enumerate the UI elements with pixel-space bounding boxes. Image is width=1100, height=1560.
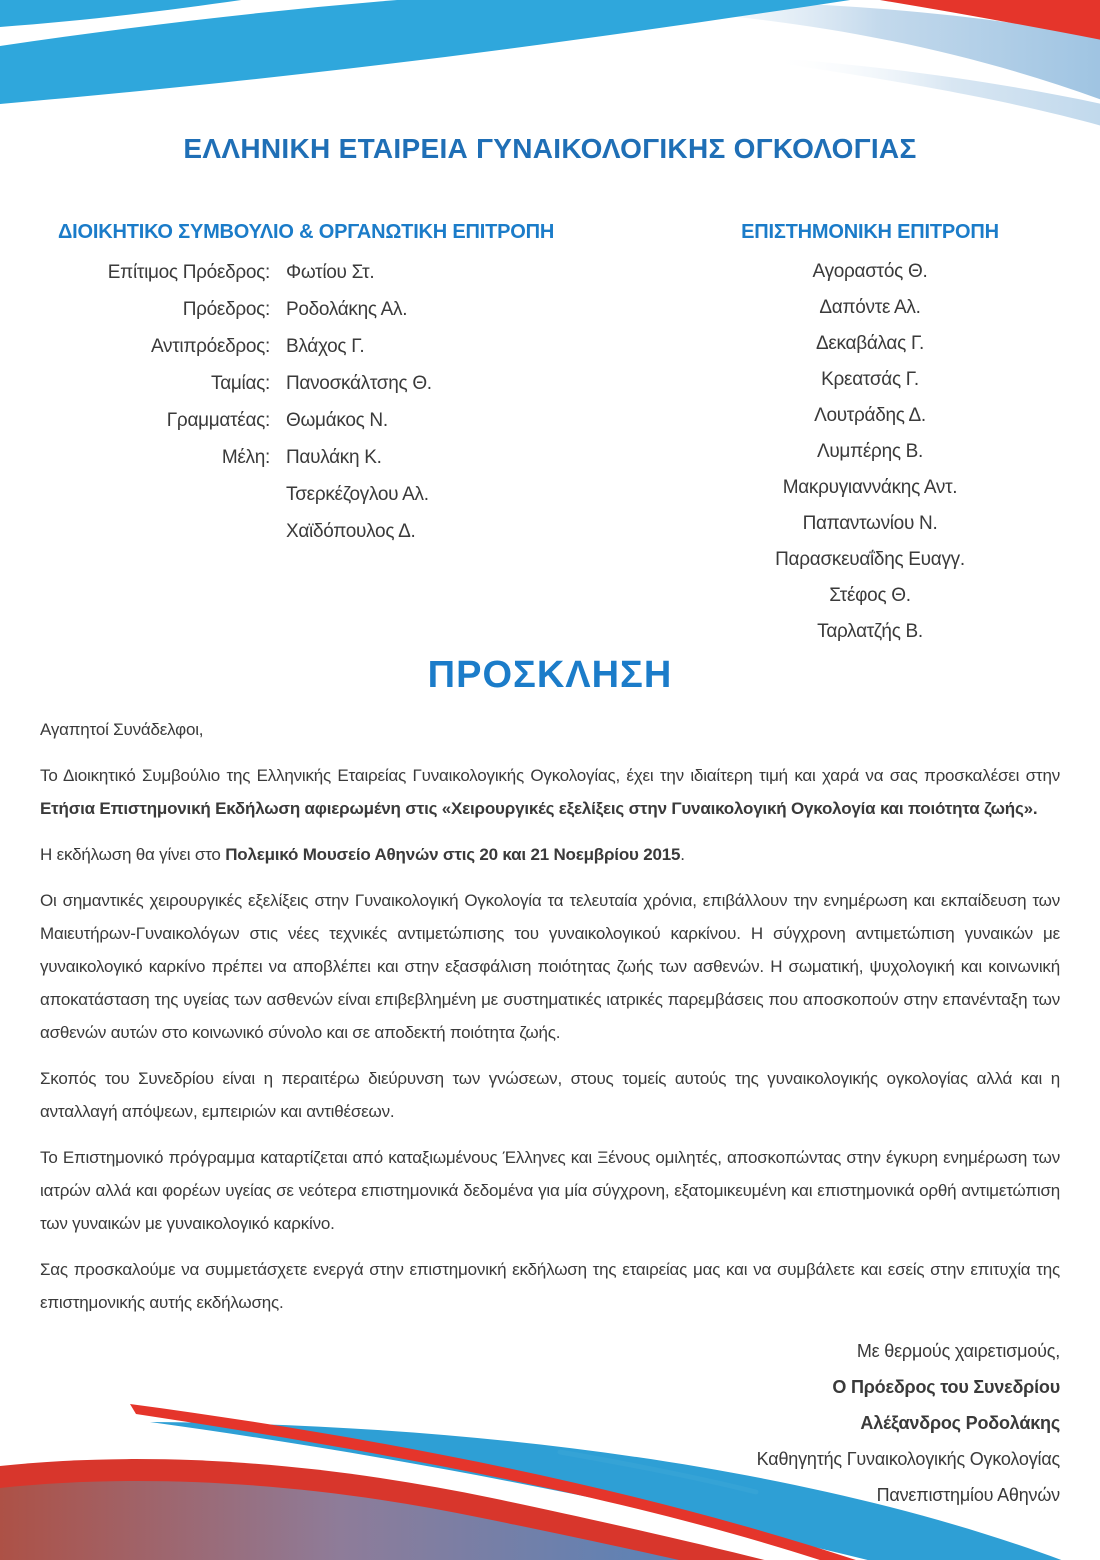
closing-signatory-name: Αλέξανδρος Ροδολάκης (860, 1413, 1060, 1433)
board-role-label (58, 513, 270, 550)
paragraph-venue (40, 838, 1060, 871)
committees-section (40, 221, 1060, 650)
board-member-name: Βλάχος Γ. (286, 336, 365, 357)
scientific-member: Λουτράδης Δ. (814, 405, 926, 426)
board-row (58, 254, 578, 291)
board-role-label: Ταμίας: (211, 373, 270, 394)
scientific-member: Κρεατσάς Γ. (821, 369, 919, 390)
board-role-label: Μέλη: (221, 447, 270, 468)
board-member-name: Φωτίου Στ. (286, 262, 375, 283)
board-role-label: Αντιπρόεδρος: (151, 336, 270, 357)
board-row (58, 365, 578, 402)
board-member-name: Χαϊδόπουλος Δ. (286, 521, 416, 542)
scientific-committee-heading: ΕΠΙΣΤΗΜΟΝΙΚΗ ΕΠΙΤΡΟΠΗ (741, 221, 999, 243)
paragraph-text: . (680, 845, 685, 864)
board-committee-heading: ΔΙΟΙΚΗΤΙΚΟ ΣΥΜΒΟΥΛΙΟ & ΟΡΓΑΝΩΤΙΚΗ ΕΠΙΤΡΟΠΗ (58, 221, 555, 243)
scientific-member: Αγοραστός Θ. (812, 261, 928, 282)
board-row (58, 402, 578, 439)
closing-signatory-title: Καθηγητής Γυναικολογικής Ογκολογίας (756, 1449, 1060, 1469)
paragraph-text: Η εκδήλωση θα γίνει στο (40, 845, 226, 864)
closing-block (40, 1333, 1060, 1513)
paragraph-text-bold: Ετήσια Επιστημονική Εκδήλωση αφιερωμένη στις «Χειρουργικές εξελίξεις στην Γυναικολογική Ογκολογία και ποιότητα ζωής». (40, 799, 1038, 818)
board-role-label: Πρόεδρος: (182, 299, 270, 320)
scientific-member: Στέφος Θ. (829, 585, 911, 606)
closing-role: Ο Πρόεδρος του Συνεδρίου (832, 1377, 1060, 1397)
board-row (58, 291, 578, 328)
top-swoosh-decoration (0, 0, 1100, 140)
organization-title: ΕΛΛΗΝΙΚΗ ΕΤΑΙΡΕΙΑ ΓΥΝΑΙΚΟΛΟΓΙΚΗΣ ΟΓΚΟΛΟΓΙΑΣ (183, 133, 917, 164)
board-member-name: Τσερκέζογλου Αλ. (286, 484, 429, 505)
board-member-name: Παυλάκη Κ. (286, 447, 382, 468)
board-row (58, 476, 578, 513)
scientific-member: Δεκαβάλας Γ. (815, 333, 925, 354)
board-row (58, 513, 578, 550)
board-role-label: Επίτιμος Πρόεδρος: (107, 262, 270, 283)
board-member-name: Πανοσκάλτσης Θ. (286, 373, 432, 394)
board-member-name: Ροδολάκης Αλ. (286, 299, 408, 320)
scientific-member: Παπαντωνίου Ν. (802, 513, 938, 534)
scientific-member: Μακρυγιαννάκης Αντ. (782, 477, 958, 498)
paragraph-purpose (40, 1062, 1060, 1128)
scientific-committee-section (680, 221, 1060, 650)
closing-signatory-affiliation: Πανεπιστημίου Αθηνών (876, 1485, 1060, 1505)
salutation: Αγαπητοί Συνάδελφοι, (40, 720, 204, 739)
board-role-label: Γραμματέας: (166, 410, 270, 431)
paragraph-text: Οι σημαντικές χειρουργικές εξελίξεις στην Γυναικολογική Ογκολογία τα τελευταία χρόνια, επιβάλλουν την ενημέρωση και εκπαίδευση των Μαιευτήρων-Γυναικολόγων στις νέες τεχνικές αντιμετώπισης του γυναικολογικού καρκίνου. Η σύγχρονη αντιμετώπιση γυναικών με γυναικολογικό καρκίνο πρέπει να αποβλέπει και στην εξασφάλιση ποιότητας ζωής των ασθενών. Η σωματική, ψυχολογική και κοινωνική αποκατάσταση της υγείας των ασθενών είναι επιβεβλημένη με συστηματικές ιατρικές παρεμβάσεις που αποσκοπούν στην επανένταξη των ασθενών αυτών στο κοινωνικό σύνολο και σε αποδεκτή ποιότητα ζωής. (40, 891, 1060, 1042)
paragraph-text: Το Διοικητικό Συμβούλιο της Ελληνικής Εταιρείας Γυναικολογικής Ογκολογίας, έχει την ιδιαίτερη τιμή και χαρά να σας προσκαλέσει στην (40, 766, 1060, 785)
paragraph-text: Σας προσκαλούμε να συμμετάσχετε ενεργά στην επιστημονική εκδήλωση της εταιρείας μας και να συμβάλετε και εσείς στην επιτυχία της επιστημονικής αυτής εκδήλωσης. (40, 1260, 1060, 1312)
page-content (0, 133, 1100, 1513)
paragraph-program (40, 1141, 1060, 1240)
board-committee-section (58, 221, 578, 650)
scientific-member: Ταρλατζής Β. (817, 621, 923, 642)
paragraph-call (40, 1253, 1060, 1319)
scientific-member: Λυμπέρης Β. (816, 441, 924, 462)
board-role-label (58, 476, 270, 513)
board-row (58, 439, 578, 476)
paragraph-invite (40, 759, 1060, 825)
scientific-member: Παρασκευαΐδης Ευαγγ. (775, 549, 965, 570)
top-blue-band-lower (0, 0, 870, 104)
scientific-member: Δαπόντε Αλ. (819, 297, 921, 318)
invitation-heading: ΠΡΟΣΚΛΗΣΗ (427, 654, 673, 696)
paragraph-text: Το Επιστημονικό πρόγραμμα καταρτίζεται από καταξιωμένους Έλληνες και Ξένους ομιλητές, αποσκοπώντας στην έγκυρη ενημέρωση των ιατρών αλλά και φορέων υγείας σε νεότερα επιστημονικά δεδομένα για μία σύγχρονη, εξατομικευμένη και επιστημονικά ορθή αντιμετώπιση των γυναικών με γυναικολογικό καρκίνο. (40, 1148, 1060, 1233)
paragraph-text-bold: Πολεμικό Μουσείο Αθηνών στις 20 και 21 Νοεμβρίου 2015 (225, 845, 681, 864)
invitation-body (40, 713, 1060, 1319)
paragraph-text: Σκοπός του Συνεδρίου είναι η περαιτέρω διεύρυνση των γνώσεων, στους τομείς αυτούς της γυναικολογικής ογκολογίας αλλά και η ανταλλαγή απόψεων, εμπειριών και αντιθέσεων. (40, 1069, 1060, 1121)
board-row (58, 328, 578, 365)
closing-greeting: Με θερμούς χαιρετισμούς, (856, 1341, 1060, 1361)
board-member-name: Θωμάκος Ν. (286, 410, 388, 431)
paragraph-developments (40, 884, 1060, 1049)
